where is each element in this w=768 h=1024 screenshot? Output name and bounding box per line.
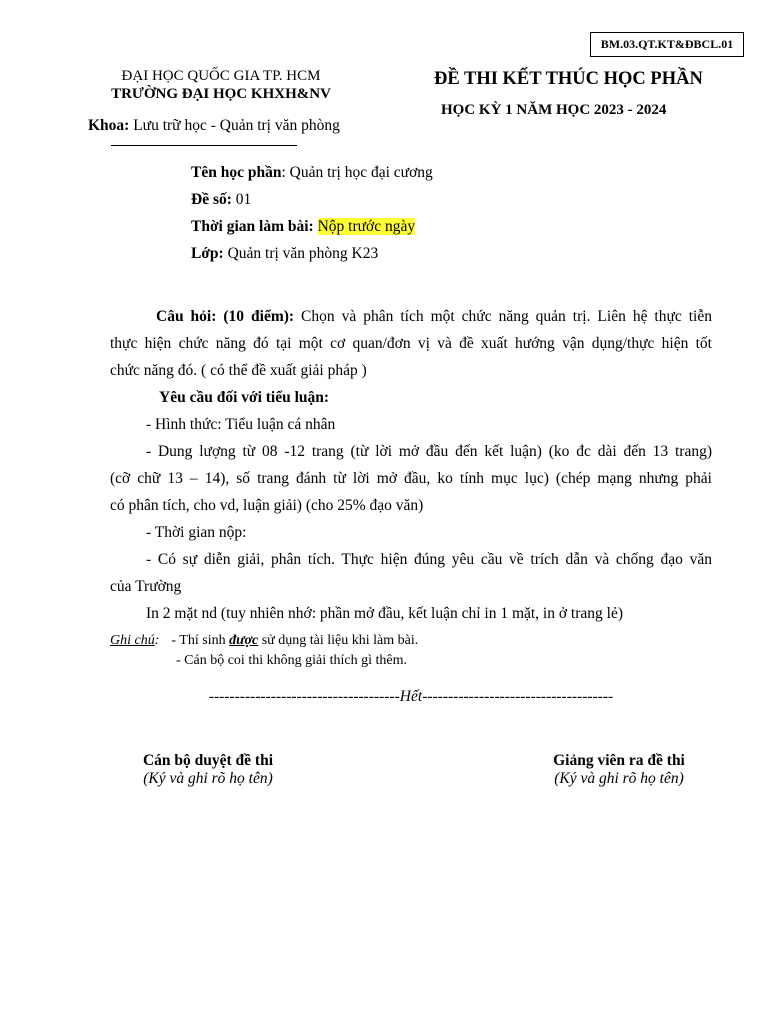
- requirement-deadline: - Thời gian nộp:: [146, 524, 247, 541]
- form-code-box: BM.03.QT.KT&ĐBCL.01: [590, 32, 744, 57]
- lecturer-title: Giảng viên ra đề thi: [553, 752, 685, 769]
- class-line: [191, 245, 378, 263]
- requirement-length-line-2: (cỡ chữ 13 – 14), số trang đánh từ lời mở đầu, ko tính mục lục) (chép mạng nhưng phải: [110, 470, 712, 487]
- requirement-analysis-line-2: của Trường: [110, 578, 182, 595]
- exam-time-line: [191, 218, 415, 236]
- course-name-line: [191, 164, 433, 182]
- requirement-print: In 2 mặt nd (tuy nhiên nhớ: phần mở đầu, kết luận chỉ in 1 mặt, in ở trang lẻ): [146, 605, 624, 622]
- school-name: TRƯỜNG ĐẠI HỌC KHXH&NV: [111, 86, 331, 102]
- semester-line: HỌC KỲ 1 NĂM HỌC 2023 - 2024: [441, 102, 667, 118]
- note-emphasis: được: [229, 633, 259, 648]
- requirement-length-line-3: có phân tích, cho vd, luận giải) (cho 25% đạo văn): [110, 497, 424, 514]
- class-label: Lớp:: [191, 245, 224, 262]
- requirement-analysis-line-1: - Có sự diễn giải, phân tích. Thực hiện đúng yêu cầu về trích dẫn và chống đạo văn: [146, 551, 712, 568]
- note-line-2: - Cán bộ coi thi không giải thích gì thêm.: [176, 653, 407, 668]
- question-line-1: Câu hỏi: (10 điểm): Chọn và phân tích một chức năng quản trị. Liên hệ thực tiễn: [156, 308, 712, 325]
- lecturer-signature-block: [509, 752, 729, 788]
- exam-time-value: Nộp trước ngày: [317, 218, 416, 235]
- exam-number-value: 01: [231, 191, 252, 208]
- faculty-value: Lưu trữ học - Quản trị văn phòng: [129, 117, 340, 134]
- note-line-1: Ghi chú: - Thí sinh được sử dụng tài liệu khi làm bài.: [110, 633, 419, 648]
- question-line-2: thực hiện chức năng đó tại một cơ quan/đơn vị và đề xuất hướng vận dụng/thực hiện tốt: [110, 335, 712, 352]
- approver-title: Cán bộ duyệt đề thi: [142, 752, 274, 769]
- requirements-title: Yêu cầu đối với tiểu luận:: [159, 389, 330, 406]
- course-label: Tên học phần: [191, 164, 282, 181]
- exam-title: ĐỀ THI KẾT THÚC HỌC PHẦN: [434, 69, 703, 89]
- requirement-length-line-1: - Dung lượng từ 08 -12 trang (từ lời mở đầu đến kết luận) (ko đc dài đến 13 trang): [146, 443, 712, 460]
- note-label: Ghi chú: [110, 633, 155, 648]
- approver-subtitle: (Ký và ghi rõ họ tên): [143, 770, 273, 787]
- class-value: Quản trị văn phòng K23: [223, 245, 379, 262]
- header-divider: [111, 145, 297, 146]
- approver-signature-block: [98, 752, 318, 788]
- exam-number-label: Đề số:: [191, 191, 232, 208]
- question-paragraph: [110, 303, 712, 627]
- exam-number-line: [191, 191, 251, 209]
- faculty-label: Khoa:: [88, 117, 130, 134]
- lecturer-subtitle: (Ký và ghi rõ họ tên): [554, 770, 684, 787]
- question-line-3: chức năng đó. ( có thể đề xuất giải pháp ): [110, 362, 367, 379]
- end-of-exam-line: -------------------------------------Hết-------------------------------------: [208, 688, 614, 705]
- faculty-line: [88, 117, 340, 135]
- requirement-form: - Hình thức: Tiểu luận cá nhân: [146, 416, 336, 433]
- university-name: ĐẠI HỌC QUỐC GIA TP. HCM: [121, 68, 321, 84]
- question-label: Câu hỏi: (10 điểm):: [156, 308, 295, 325]
- course-value: : Quản trị học đại cương: [281, 164, 433, 181]
- exam-time-label: Thời gian làm bài:: [191, 218, 314, 235]
